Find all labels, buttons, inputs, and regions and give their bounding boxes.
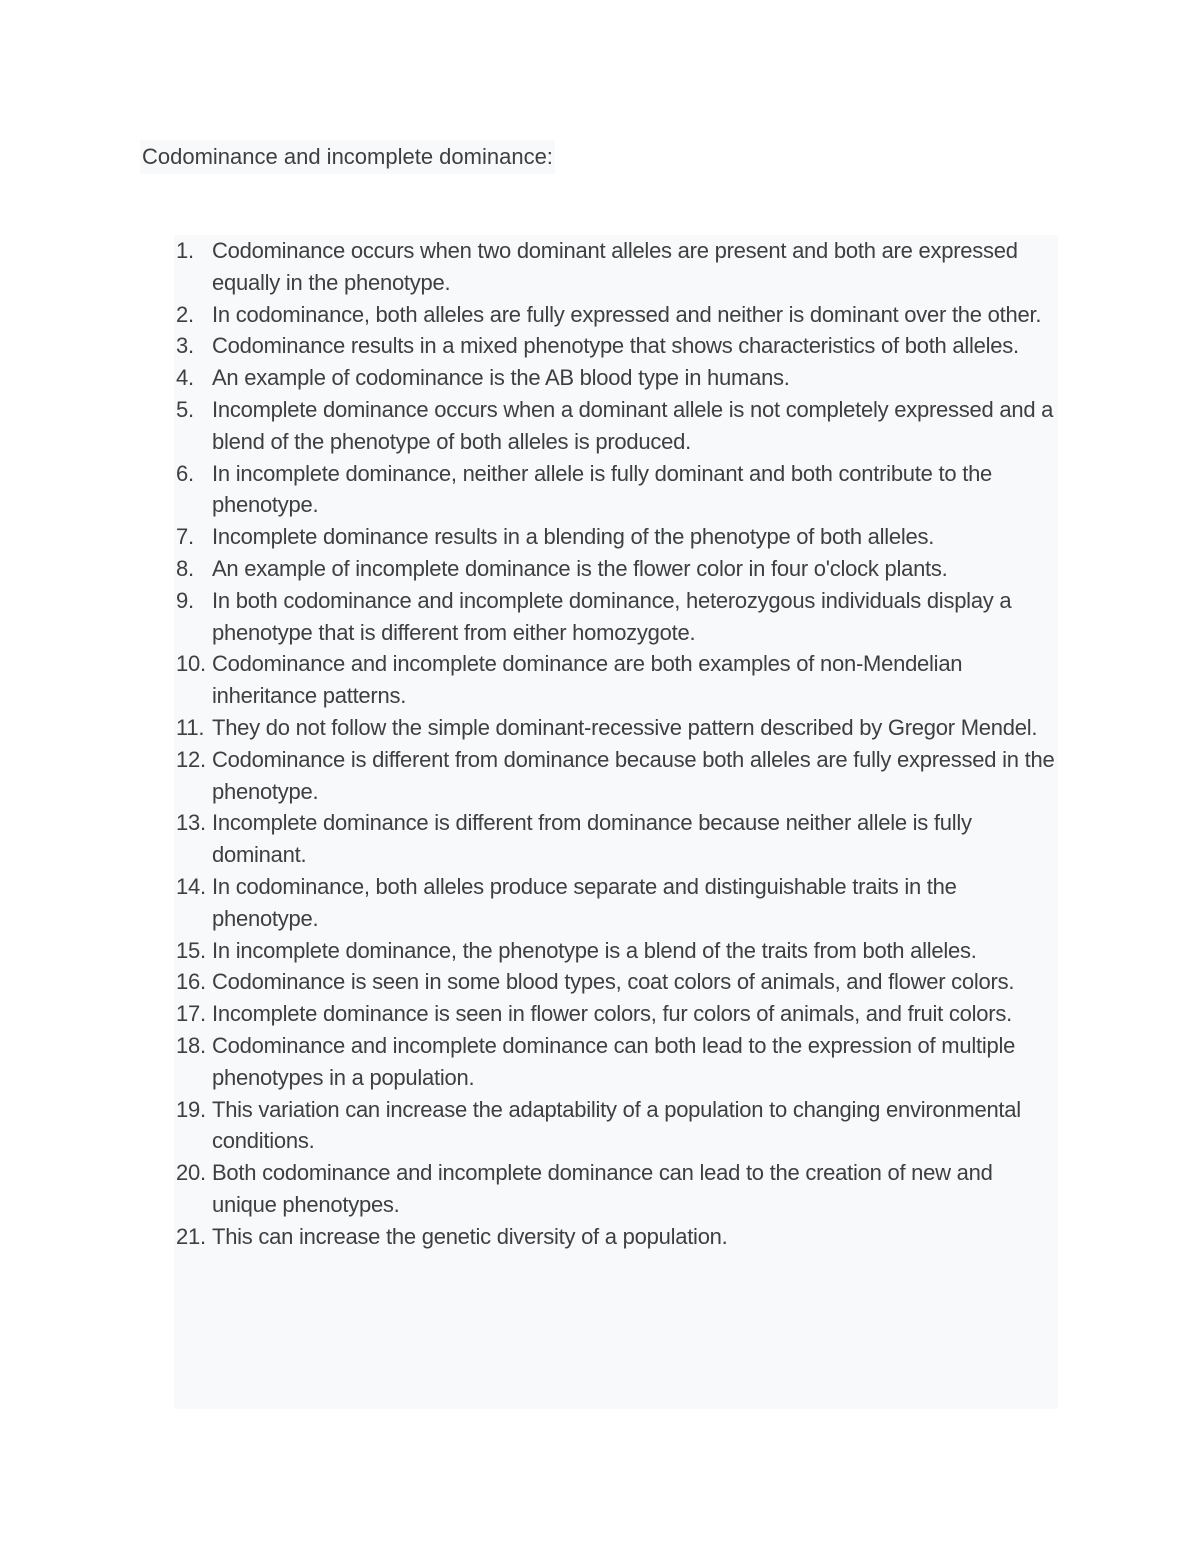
list-item-number: 8. — [176, 555, 194, 581]
list-item-text: In codominance, both alleles produce separate and distinguishable traits in the phenotype. — [212, 873, 957, 931]
list-item-text: In codominance, both alleles are fully expressed and neither is dominant over the other. — [212, 301, 1042, 327]
list-item-number: 5. — [176, 396, 194, 422]
list-item-text: Incomplete dominance occurs when a dominant allele is not completely expressed and a blend of the phenotype of both alleles is produced. — [212, 396, 1054, 454]
list-item — [174, 521, 1058, 553]
list-item — [174, 712, 1058, 744]
list-item-text: In incomplete dominance, the phenotype is a blend of the traits from both alleles. — [212, 937, 977, 963]
list-item — [174, 235, 1058, 299]
list-item-number: 18. — [176, 1032, 206, 1058]
list-item-number: 4. — [176, 365, 194, 391]
list-item — [174, 553, 1058, 585]
list-item-number: 16. — [176, 969, 206, 995]
list-item — [174, 1094, 1058, 1158]
list-item — [174, 871, 1058, 935]
list-item-number: 2. — [176, 301, 194, 327]
list-item-text: This variation can increase the adaptability of a population to changing environmental conditions. — [212, 1096, 1021, 1154]
list-item-text: An example of codominance is the AB blood type in humans. — [212, 365, 790, 391]
list-item-text: Codominance occurs when two dominant alleles are present and both are expressed equally in the phenotype. — [212, 238, 1018, 295]
list-item — [174, 458, 1058, 522]
list-item — [174, 966, 1058, 998]
list-item-text: Codominance is seen in some blood types, coat colors of animals, and flower colors. — [212, 969, 1015, 995]
list-item-text: An example of incomplete dominance is the flower color in four o'clock plants. — [212, 555, 948, 581]
list-item-number: 20. — [176, 1160, 206, 1186]
list-item-number: 6. — [176, 460, 194, 486]
list-item-text: This can increase the genetic diversity of a population. — [212, 1223, 728, 1249]
list-item — [174, 299, 1058, 331]
list-item-number: 7. — [176, 524, 194, 550]
list-item — [174, 935, 1058, 967]
list-item-text: Incomplete dominance is seen in flower colors, fur colors of animals, and fruit colors. — [212, 1001, 1012, 1027]
list-item-text: Incomplete dominance is different from dominance because neither allele is fully dominant. — [212, 810, 972, 868]
list-item — [174, 648, 1058, 712]
list-item — [174, 394, 1058, 458]
list-item-number: 14. — [176, 873, 206, 899]
list-item-text: Both codominance and incomplete dominance can lead to the creation of new and unique phenotypes. — [212, 1160, 993, 1217]
list-item-number: 19. — [176, 1096, 206, 1122]
list-item-number: 10. — [176, 651, 206, 677]
list-item-text: Codominance results in a mixed phenotype that shows characteristics of both alleles. — [212, 333, 1019, 359]
list-item-text: Incomplete dominance results in a blending of the phenotype of both alleles. — [212, 524, 935, 550]
list-item — [174, 998, 1058, 1030]
list-item-text: In incomplete dominance, neither allele is fully dominant and both contribute to the phenotype. — [212, 460, 993, 518]
list-item-number: 11. — [176, 714, 205, 740]
list-item-number: 15. — [176, 937, 206, 963]
page-title: Codominance and incomplete dominance: — [140, 140, 555, 174]
list-item-text: They do not follow the simple dominant-recessive pattern described by Gregor Mendel. — [212, 714, 1038, 740]
list-item-number: 13. — [176, 810, 206, 836]
list-item — [174, 362, 1058, 394]
list-item — [174, 1157, 1058, 1221]
list-item — [174, 807, 1058, 871]
list-item-number: 3. — [176, 333, 194, 359]
list-item-number: 1. — [176, 238, 194, 263]
list-item-number: 21. — [176, 1223, 206, 1249]
list-item — [174, 1221, 1058, 1253]
list-item-number: 12. — [176, 746, 206, 772]
list-item — [174, 744, 1058, 808]
list-item-text: Codominance and incomplete dominance are both examples of non-Mendelian inheritance patterns. — [212, 651, 963, 709]
list-item-number: 9. — [176, 587, 194, 613]
list-item-text: In both codominance and incomplete dominance, heterozygous individuals display a phenotype that is different from either homozygote. — [212, 587, 1012, 645]
list-item — [174, 585, 1058, 649]
list-item — [174, 330, 1058, 362]
list-item-text: Codominance and incomplete dominance can both lead to the expression of multiple phenotypes in a population. — [212, 1032, 1016, 1090]
list-item — [174, 1030, 1058, 1094]
numbered-list — [174, 235, 1058, 1253]
list-item-text: Codominance is different from dominance because both alleles are fully expressed in the phenotype. — [212, 746, 1055, 804]
list-item-number: 17. — [176, 1001, 206, 1027]
